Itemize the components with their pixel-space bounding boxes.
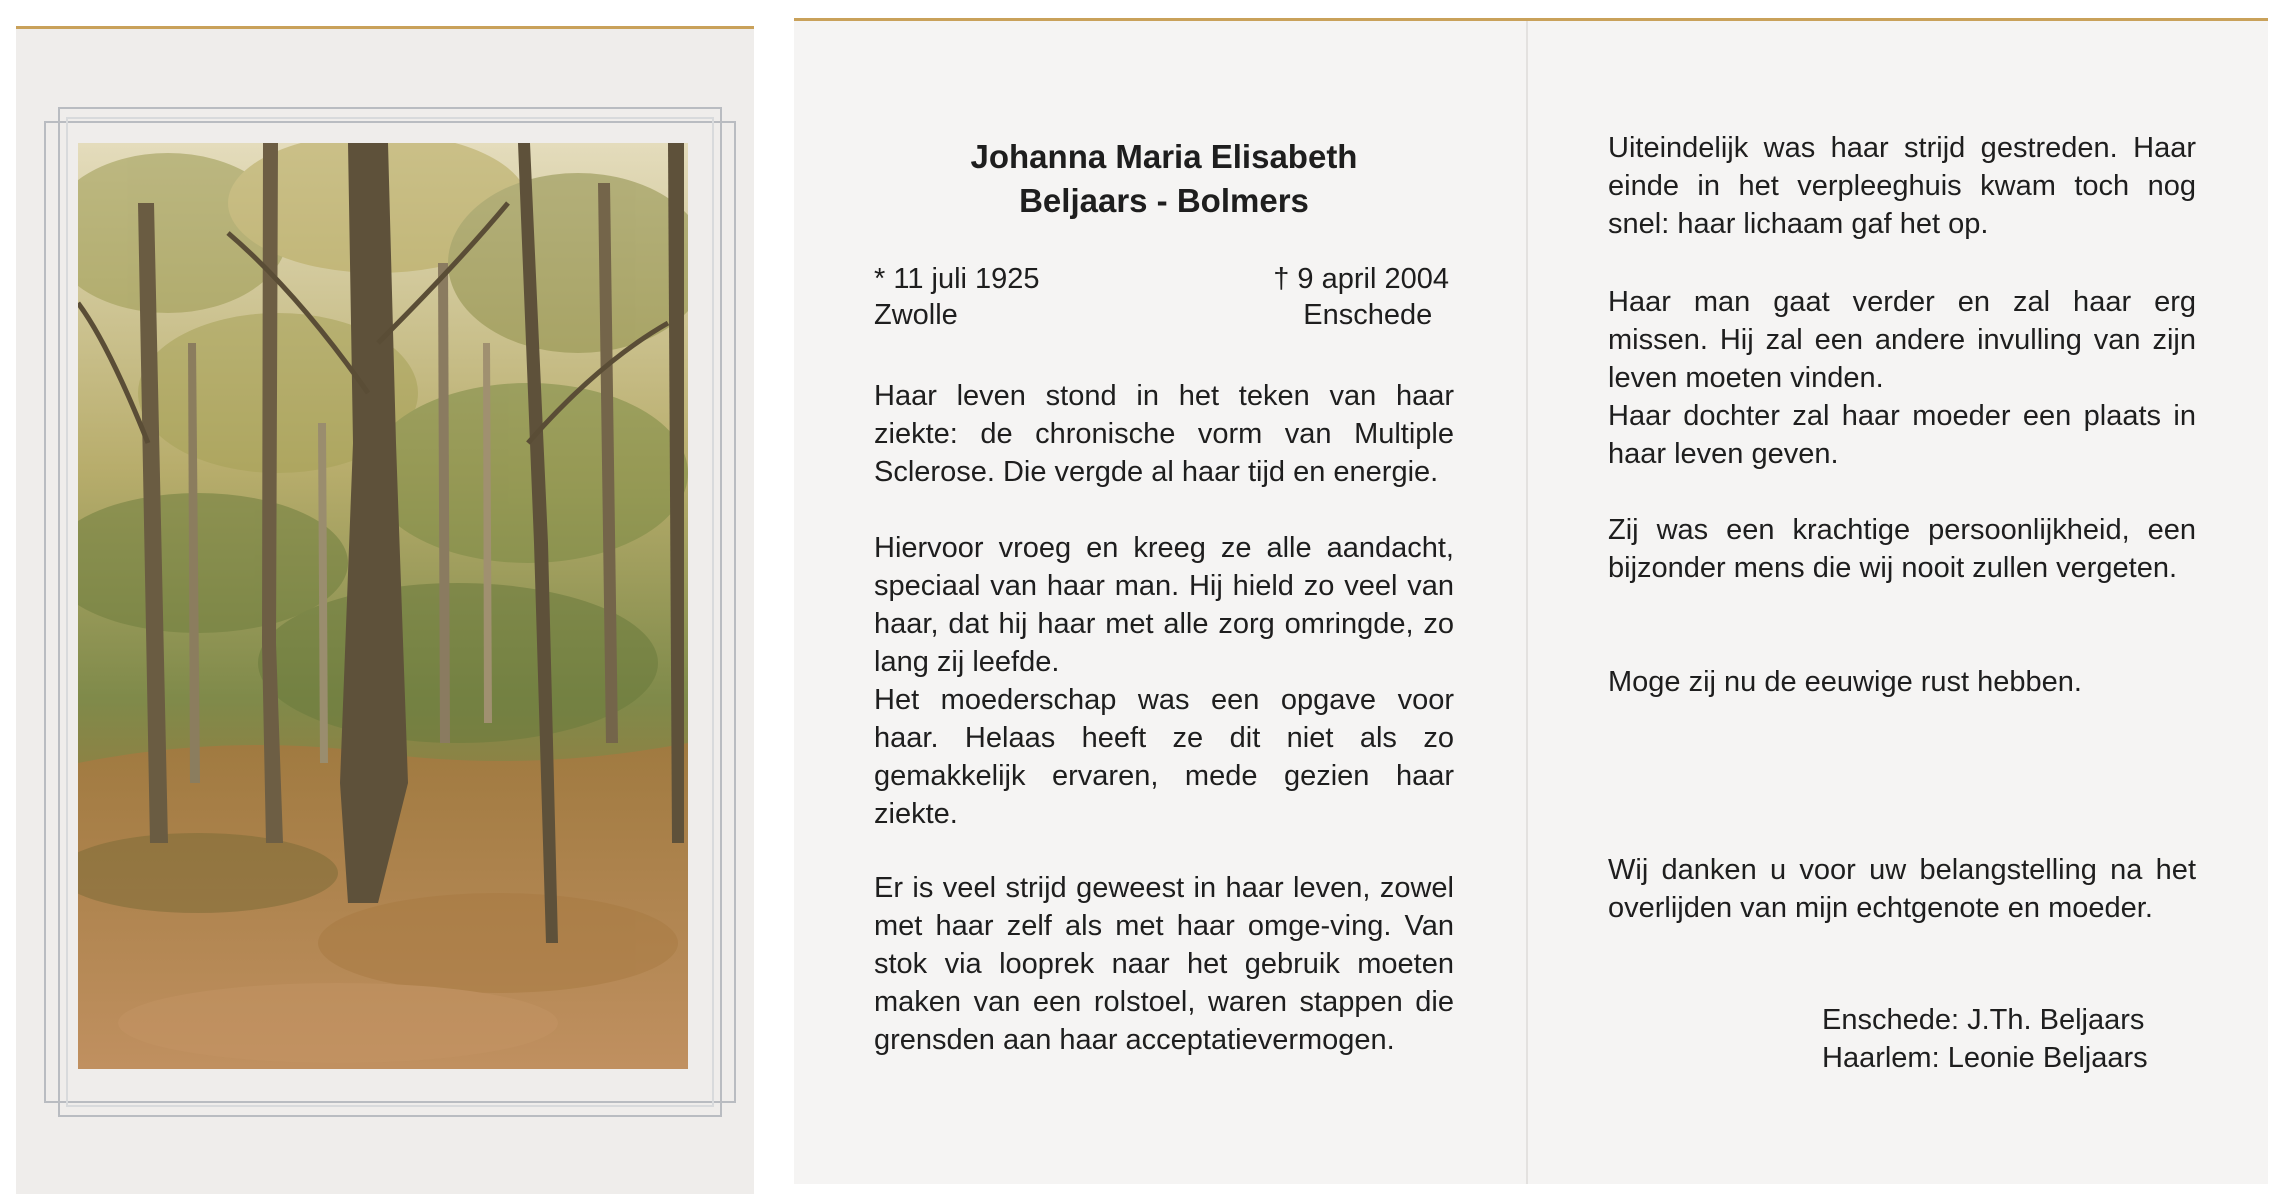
forest-illustration bbox=[78, 143, 688, 1069]
name-line-2: Beljaars - Bolmers bbox=[1019, 182, 1309, 219]
signoff-line-2: Haarlem: Leonie Beljaars bbox=[1822, 1042, 2148, 1074]
birth-place: Zwolle bbox=[874, 299, 958, 331]
right-paragraph-2: Haar man gaat verder en zal haar erg missen. Hij zal een andere invulling van zijn leven moeten vinden. bbox=[1608, 286, 2196, 394]
signoff-line-1: Enschede: J.Th. Beljaars bbox=[1822, 1004, 2145, 1036]
name-line-1: Johanna Maria Elisabeth bbox=[970, 138, 1358, 175]
left-paragraph-2: Hiervoor vroeg en kreeg ze alle aandacht, speciaal van haar man. Hij hield zo veel van haar, dat hij haar met alle zorg omringde, zo lang zij leefde. bbox=[874, 532, 1454, 678]
signoff bbox=[1822, 1001, 2148, 1077]
death-place: Enschede bbox=[1303, 299, 1433, 331]
card-front bbox=[16, 26, 754, 1194]
left-paragraph-4: Er is veel strijd geweest in haar leven, zowel met haar zelf als met haar omge-ving. Van stok via looprek naar het gebruik moeten maken van een rolstoel, waren stappen die grensden aan haar acceptatievermogen. bbox=[874, 872, 1454, 1056]
right-paragraph-6: Wij danken u voor uw belangstelling na het overlijden van mijn echtgenote en moeder. bbox=[1608, 854, 2196, 924]
deceased-name bbox=[874, 135, 1454, 223]
right-paragraph-4: Zij was een krachtige persoonlijkheid, een bijzonder mens die wij nooit zullen vergeten. bbox=[1608, 514, 2196, 584]
left-paragraph-1: Haar leven stond in het teken van haar ziekte: de chronische vorm van Multiple Sclerose. Die vergde al haar tijd en energie. bbox=[874, 380, 1454, 488]
birth-date: * 11 juli 1925 bbox=[874, 263, 1040, 295]
death-date: † 9 april 2004 bbox=[1273, 263, 1449, 295]
right-paragraph-1: Uiteindelijk was haar strijd gestreden. Haar einde in het verpleeghuis kwam toch nog snel: haar lichaam gaf het op. bbox=[1608, 132, 2196, 240]
right-paragraph-5: Moge zij nu de eeuwige rust hebben. bbox=[1608, 666, 2082, 698]
right-paragraph-3: Haar dochter zal haar moeder een plaats in haar leven geven. bbox=[1608, 400, 2196, 470]
birth-info bbox=[874, 261, 1040, 333]
left-paragraph-3: Het moederschap was een opgave voor haar. Helaas heeft ze dit niet als zo gemakkelijk ervaren, mede gezien haar ziekte. bbox=[874, 684, 1454, 830]
card-fold bbox=[1526, 21, 1528, 1184]
death-info bbox=[1273, 261, 1449, 333]
card-inside bbox=[794, 18, 2268, 1184]
forest-photo bbox=[78, 143, 688, 1069]
